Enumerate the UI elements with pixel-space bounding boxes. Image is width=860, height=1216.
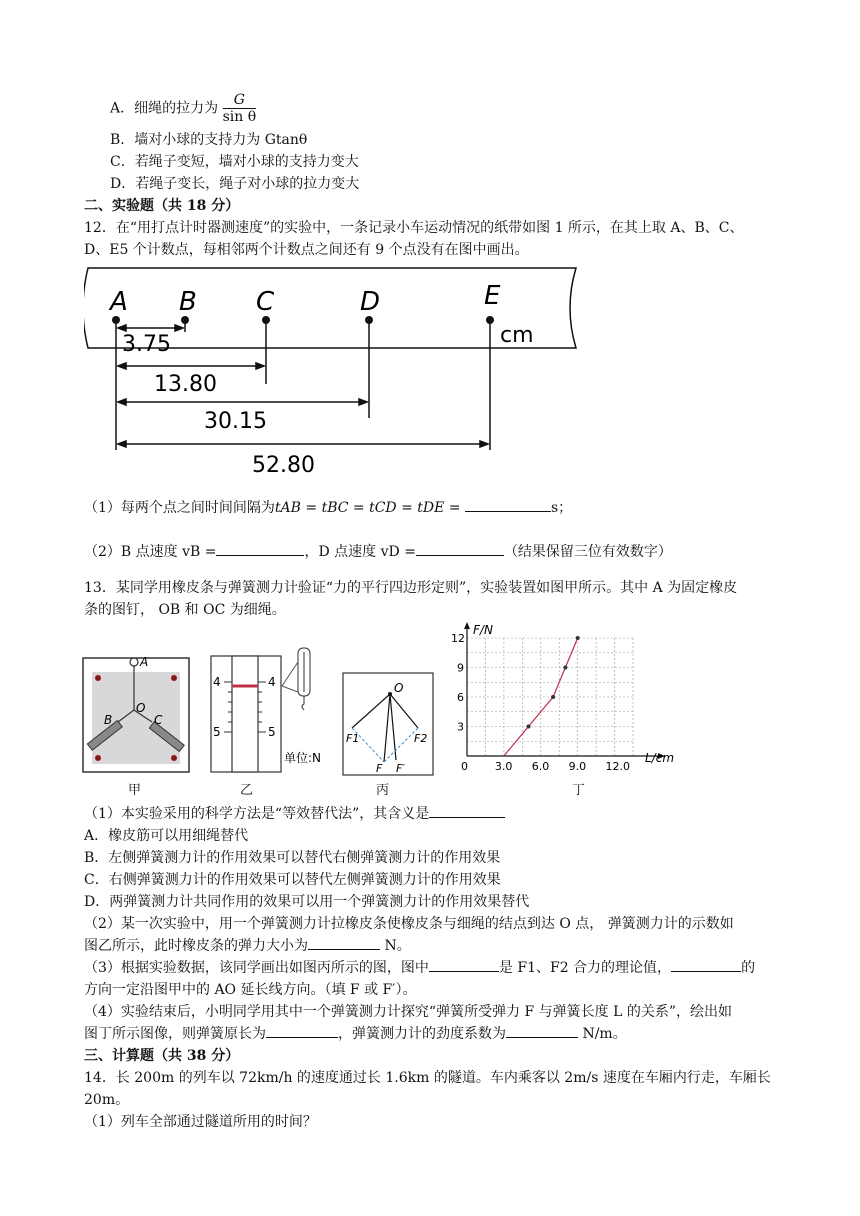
svg-text:4: 4 bbox=[213, 675, 221, 689]
section-calculation-heading: 三、计算题（共 38 分） bbox=[84, 1048, 240, 1064]
dist-ae: 52.80 bbox=[252, 453, 315, 478]
svg-text:F2: F2 bbox=[414, 732, 428, 745]
chart-x-label: L/cm bbox=[645, 751, 675, 765]
q13-part1-option-b: B．左侧弹簧测力计的作用效果可以替代右侧弹簧测力计的作用效果 bbox=[84, 850, 501, 866]
q13-stem-line1: 13．某同学用橡皮条与弹簧测力计验证“力的平行四边形定则”，实验装置如图甲所示。其中 A 为固定橡皮 bbox=[84, 580, 738, 596]
q13-part3-line2: 方向一定沿图甲中的 AO 延长线方向。（填 F 或 F′）。 bbox=[84, 982, 417, 998]
q13-part4-line2: 图丁所示图像，则弹簧原长为 ，弹簧测力计的劲度系数为 N/m。 bbox=[84, 1026, 627, 1042]
svg-text:单位:N: 单位:N bbox=[284, 751, 322, 765]
figure-yi-scale bbox=[210, 642, 326, 774]
q14-sub1: （1）列车全部通过隧道所用的时间？ bbox=[84, 1114, 317, 1130]
q12-sub2: （2）B 点速度 vB = ，D 点速度 vD = （结果保留三位有效数字） bbox=[84, 544, 672, 560]
caption-jia: 甲 bbox=[128, 783, 142, 798]
y-tick-label: 12 bbox=[451, 632, 465, 645]
x-tick-label: 6.0 bbox=[531, 760, 550, 773]
data-point bbox=[576, 636, 580, 640]
answer-blank-vd[interactable] bbox=[416, 542, 504, 556]
fraction-g-over-sin: $\frac{G}{\text{sin θ}}$ bbox=[222, 92, 257, 125]
caption-ding: 丁 bbox=[572, 783, 586, 798]
svg-text:A: A bbox=[140, 655, 149, 669]
q11-option-b: B．墙对小球的支持力为 Gtanθ bbox=[110, 132, 308, 148]
y-tick-label: 6 bbox=[457, 691, 464, 704]
svg-text:O: O bbox=[394, 681, 404, 695]
q13-part1-option-c: C．右侧弹簧测力计的作用效果可以替代左侧弹簧测力计的作用效果 bbox=[84, 872, 501, 888]
answer-blank-interval[interactable] bbox=[465, 498, 551, 512]
q13-part2-line1: （2）某一次实验中，用一个弹簧测力计拉橡皮条使橡皮条与细绳的结点到达 O 点， 弹簧测力计的示数如 bbox=[84, 916, 734, 932]
answer-blank-p4b[interactable] bbox=[506, 1024, 578, 1038]
q12-stem-line2: D、E5 个计数点，每相邻两个计数点之间还有 9 个点没有在图中画出。 bbox=[84, 242, 529, 258]
svg-text:B: B bbox=[104, 713, 113, 727]
svg-text:4: 4 bbox=[268, 675, 276, 689]
x-tick-label: 9.0 bbox=[568, 760, 587, 773]
svg-text:5: 5 bbox=[213, 725, 221, 739]
q14-stem-line2: 20m。 bbox=[84, 1092, 130, 1108]
q13-part1: （1）本实验采用的科学方法是“等效替代法”，其含义是 bbox=[84, 804, 505, 824]
q12-stem-line1: 12．在“用打点计时器测速度”的实验中，一条记录小车运动情况的纸带如图 1 所示，在其上取 A、B、C、 bbox=[84, 220, 744, 236]
x-tick-label: 3.0 bbox=[494, 760, 513, 773]
q11-option-d: D．若绳子变长，绳子对小球的拉力变大 bbox=[110, 176, 360, 192]
label-e: E bbox=[484, 281, 501, 311]
dist-ad: 30.15 bbox=[204, 409, 267, 434]
label-c: C bbox=[256, 287, 275, 317]
q13-stem-line2: 条的图钉， OB 和 OC 为细绳。 bbox=[84, 602, 286, 618]
chart-series bbox=[504, 636, 580, 756]
figure-jia-apparatus bbox=[82, 652, 190, 774]
y-tick-label: 3 bbox=[457, 720, 464, 734]
label-d: D bbox=[360, 287, 381, 317]
paper-tape-figure bbox=[84, 262, 584, 484]
answer-blank-vb[interactable] bbox=[216, 542, 304, 556]
figure-ding-chart bbox=[445, 618, 685, 780]
svg-text:F′: F′ bbox=[396, 762, 405, 775]
chart-y-label: F/N bbox=[473, 623, 493, 637]
label-b: B bbox=[179, 287, 197, 317]
figure-bing-forces bbox=[342, 672, 434, 776]
chart-grid bbox=[467, 638, 633, 756]
caption-yi: 乙 bbox=[240, 783, 254, 798]
caption-bing: 丙 bbox=[376, 783, 390, 798]
label-a: A bbox=[110, 287, 128, 317]
answer-blank-p3a[interactable] bbox=[429, 958, 499, 972]
data-point bbox=[563, 666, 567, 670]
data-point bbox=[551, 695, 555, 699]
y-tick-label: 9 bbox=[457, 661, 464, 675]
answer-blank-p2[interactable] bbox=[308, 936, 380, 950]
svg-text:C: C bbox=[154, 713, 163, 727]
y-axis-arrow bbox=[464, 622, 470, 629]
svg-text:5: 5 bbox=[268, 725, 276, 739]
q13-part3-line1: （3）根据实验数据，该同学画出如图丙所示的图，图中 是 F1、F2 合力的理论值， 的 bbox=[84, 960, 756, 976]
q14-stem-line1: 14．长 200m 的列车以 72km/h 的速度通过长 1.6km 的隧道。车内乘客以 2m/s 速度在车厢内行走，车厢长 bbox=[84, 1070, 771, 1086]
x-tick-label: 12.0 bbox=[605, 760, 631, 773]
svg-text:F1: F1 bbox=[346, 732, 360, 745]
q13-part2-line2: 图乙所示，此时橡皮条的弹力大小为 N。 bbox=[84, 938, 411, 954]
dist-ac: 13.80 bbox=[154, 372, 217, 397]
q13-part1-option-a: A．橡皮筋可以用细绳替代 bbox=[84, 828, 249, 844]
x-tick-label: 0 bbox=[461, 760, 468, 773]
chart-axes bbox=[464, 622, 665, 759]
svg-text:O: O bbox=[136, 701, 146, 715]
section-experiment-heading: 二、实验题（共 18 分） bbox=[84, 198, 240, 214]
data-point bbox=[526, 725, 530, 729]
answer-blank-p4a[interactable] bbox=[266, 1024, 338, 1038]
svg-text:F: F bbox=[376, 762, 383, 775]
q11-option-a: A．细绳的拉力为 $\frac{G}{\text{sin θ}}$ bbox=[110, 92, 257, 125]
q11-option-c: C．若绳子变短，墙对小球的支持力变大 bbox=[110, 154, 359, 170]
q12-sub1: （1）每两个点之间时间间隔为tAB = tBC = tCD = tDE = s； bbox=[84, 500, 573, 516]
dist-ab: 3.75 bbox=[122, 332, 171, 357]
q13-part1-option-d: D．两弹簧测力计共同作用的效果可以用一个弹簧测力计的作用效果替代 bbox=[84, 894, 530, 910]
q13-part4-line1: （4）实验结束后，小明同学用其中一个弹簧测力计探究“弹簧所受弹力 F 与弹簧长度 L 的关系”，绘出如 bbox=[84, 1004, 733, 1020]
answer-blank-p3b[interactable] bbox=[671, 958, 741, 972]
answer-blank-p1[interactable] bbox=[429, 804, 505, 818]
unit-cm: cm bbox=[500, 323, 534, 348]
